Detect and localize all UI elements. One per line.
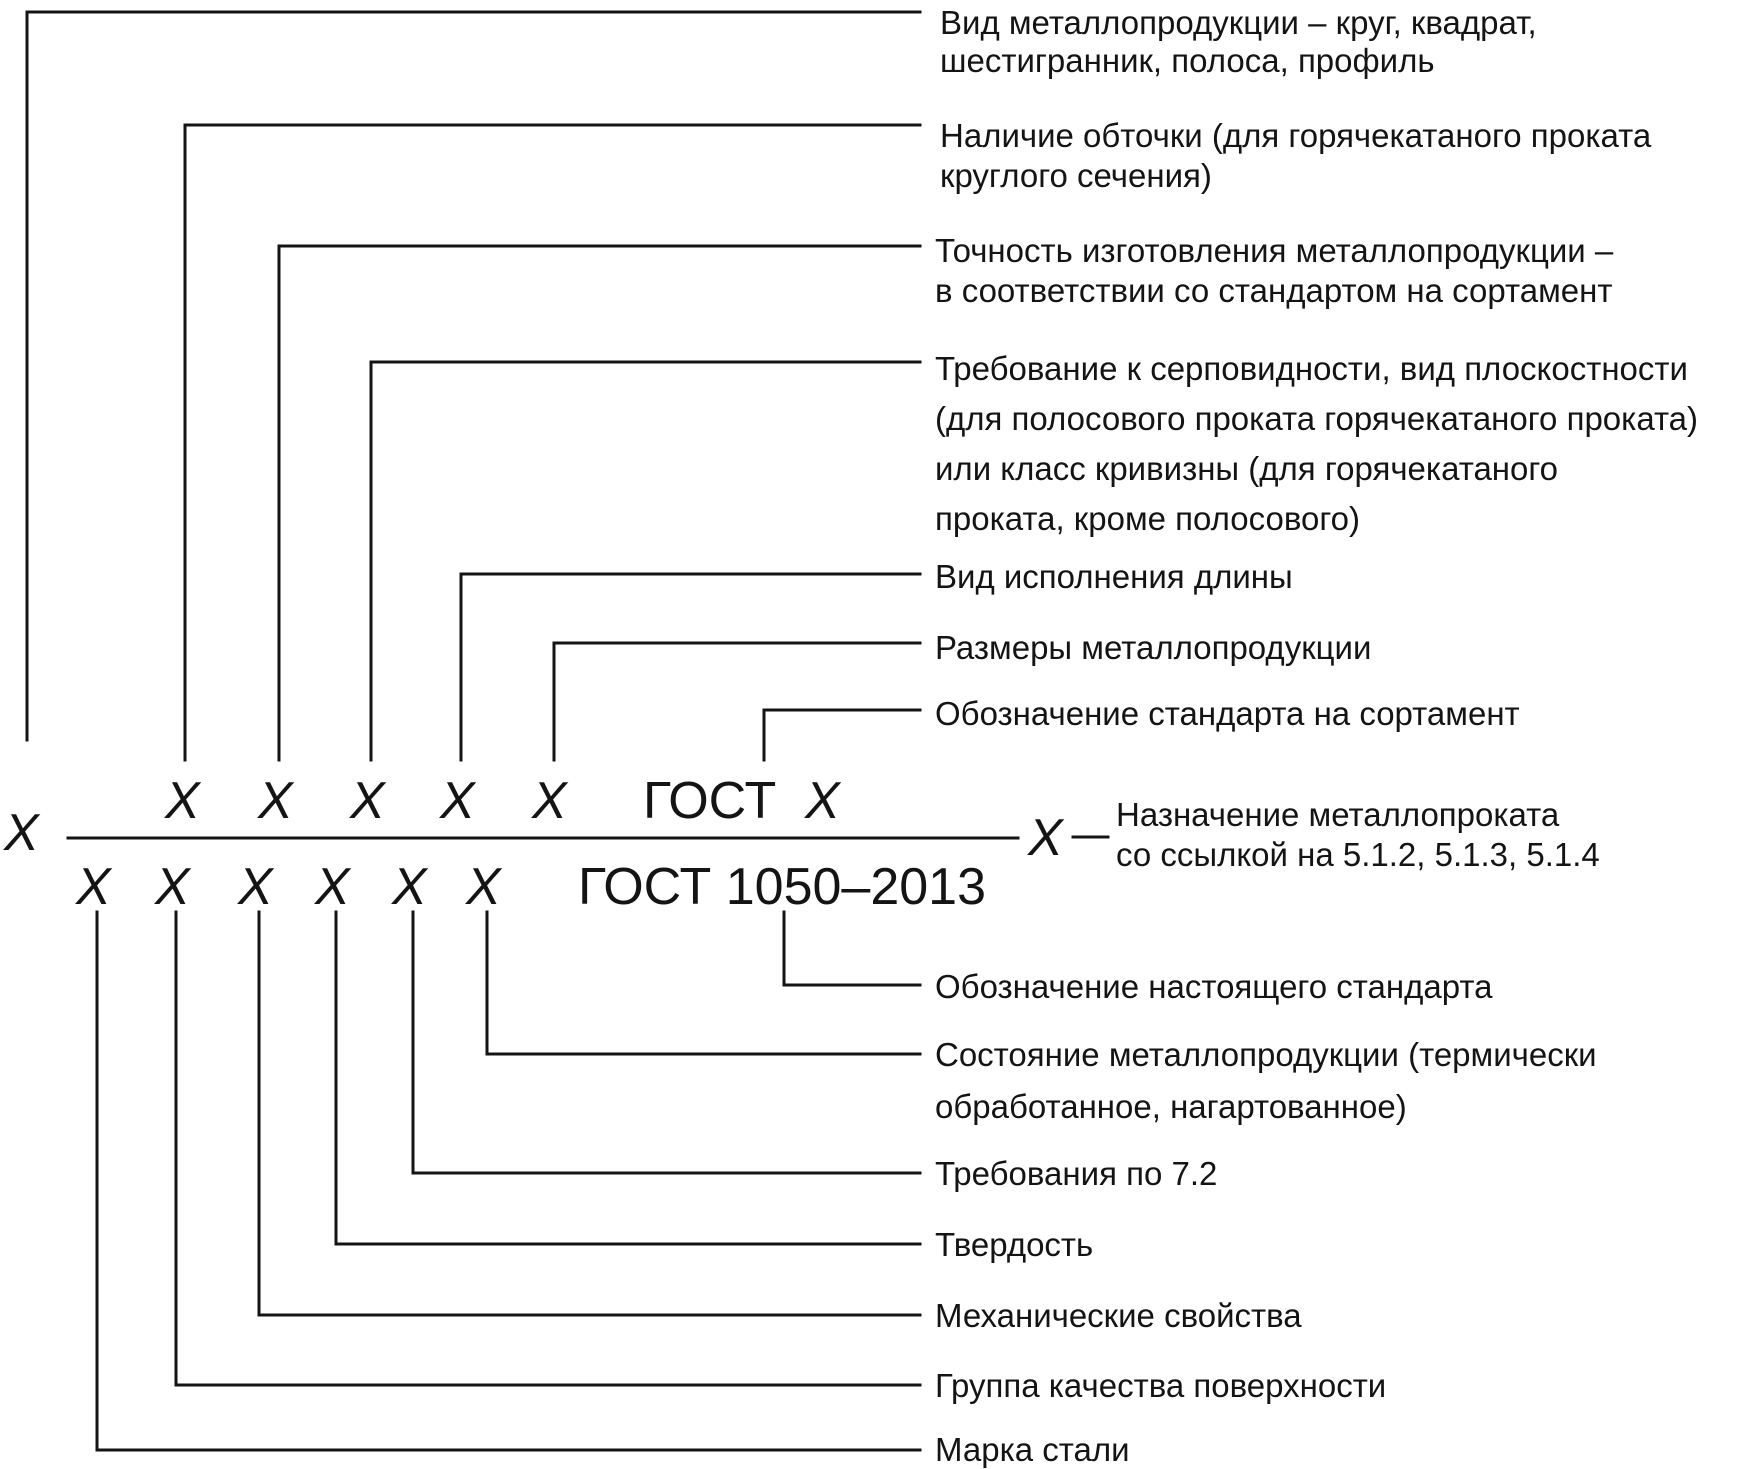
description-this-standard: Обозначение настоящего стандарта: [935, 968, 1493, 1005]
description-purpose: Назначение металлопроката: [1116, 796, 1560, 833]
description-purpose: со ссылкой на 5.1.2, 5.1.3, 5.1.4: [1116, 836, 1600, 873]
numerator-symbol: X: [350, 772, 385, 830]
numerator-gost-prefix: ГОСТ: [643, 772, 777, 830]
description-camber: (для полосового проката горячекатаного проката): [935, 400, 1699, 437]
numerator-symbol: X: [258, 772, 293, 830]
description-length-type: Вид исполнения длины: [935, 558, 1293, 595]
leader-line-mechanical: [259, 912, 920, 1315]
numerator-symbol: X: [440, 772, 475, 830]
description-camber: проката, кроме полосового): [935, 500, 1361, 537]
leader-line-product-type: [27, 12, 920, 740]
leader-line-dimensions: [554, 643, 920, 760]
description-mechanical: Механические свойства: [935, 1297, 1302, 1334]
numerator-gost-symbol: X: [805, 772, 840, 830]
leader-line-assortment-standard: [764, 710, 920, 760]
numerator-symbol: X: [532, 772, 567, 830]
denominator-symbol: X: [466, 858, 501, 916]
leader-line-steel-grade: [97, 912, 920, 1450]
denominator-symbol: X: [392, 858, 427, 916]
description-surface-group: Группа качества поверхности: [935, 1367, 1387, 1404]
description-steel-grade: Марка стали: [935, 1431, 1130, 1468]
description-req-7-2: Требования по 7.2: [935, 1155, 1218, 1192]
leader-line-length-type: [461, 574, 920, 760]
leader-line-hardness: [336, 912, 920, 1244]
denominator-symbol: X: [76, 858, 111, 916]
denominator-symbol: X: [238, 858, 273, 916]
leader-line-camber: [371, 362, 920, 760]
description-turning: Наличие обточки (для горячекатаного проката: [940, 117, 1652, 154]
denominator-symbol: X: [155, 858, 190, 916]
leader-line-condition: [487, 912, 920, 1054]
description-turning: круглого сечения): [940, 157, 1212, 194]
description-accuracy: Точность изготовления металлопродукции –: [935, 232, 1614, 269]
leader-line-accuracy: [279, 246, 920, 760]
description-camber: Требование к серповидности, вид плоскостности: [935, 350, 1688, 387]
description-condition: Состояние металлопродукции (термически: [935, 1036, 1597, 1073]
leader-line-this-standard: [784, 912, 920, 985]
description-condition: обработанное, нагартованное): [935, 1088, 1407, 1125]
description-product-type: шестигранник, полоса, профиль: [940, 42, 1435, 79]
leader-line-req-7-2: [413, 912, 920, 1173]
description-assortment-standard: Обозначение стандарта на сортамент: [935, 695, 1520, 732]
numerator-symbol: X: [165, 772, 200, 830]
description-dimensions: Размеры металлопродукции: [935, 629, 1372, 666]
description-product-type: Вид металлопродукции – круг, квадрат,: [940, 4, 1537, 41]
denominator-symbol: X: [315, 858, 350, 916]
left-symbol: X: [4, 804, 39, 862]
description-camber: или класс кривизны (для горячекатаного: [935, 450, 1559, 487]
description-accuracy: в соответствии со стандартом на сортамент: [935, 272, 1613, 309]
denominator-gost: ГОСТ 1050–2013: [578, 858, 987, 916]
right-symbol: X: [1028, 809, 1063, 867]
description-hardness: Твердость: [935, 1226, 1094, 1263]
